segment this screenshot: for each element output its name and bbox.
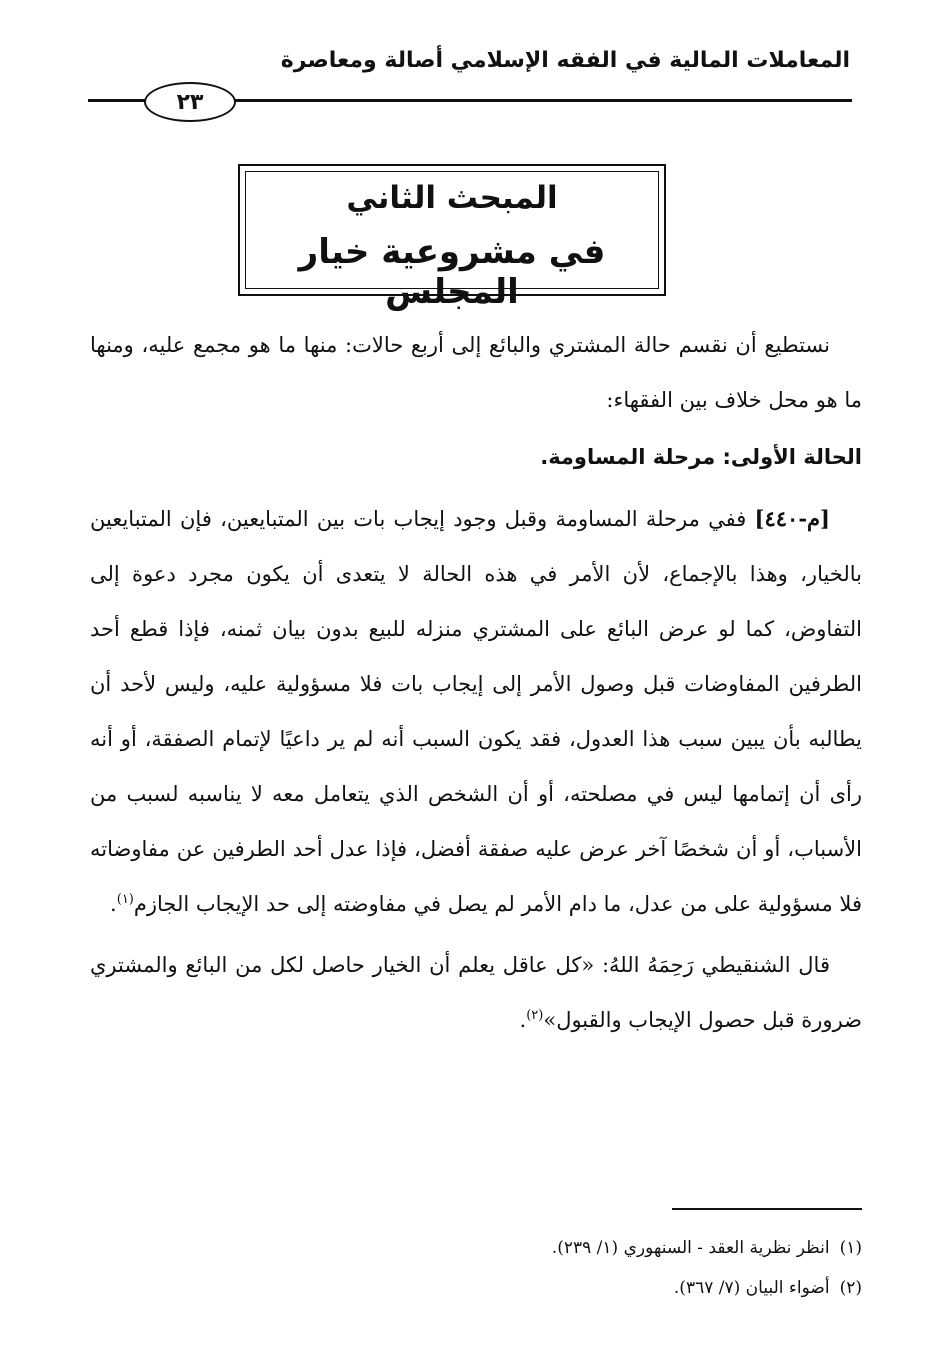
section-title: المبحث الثاني: [346, 180, 558, 216]
page-number: ٢٣: [144, 82, 236, 122]
case1-heading: الحالة الأولى: مرحلة المساومة.: [540, 445, 862, 469]
body-text: [90, 318, 862, 1048]
footnote-number: (٢): [839, 1278, 862, 1298]
running-header-title: المعاملات المالية في الفقه الإسلامي أصالة ومعاصرة: [280, 48, 850, 73]
footnote-text: انظر نظرية العقد - السنهوري (١/ ٢٣٩).: [551, 1238, 830, 1258]
main-paragraph-text: ففي مرحلة المساومة وقبل وجود إيجاب بات بين المتبايعين، فإن المتبايعين بالخيار، وهذا بالإجماع، لأن الأمر في هذه الحالة لا يتعدى أن يكون مجرد دعوة إلى التفاوض، كما لو عرض البائع على المشتري منزله للبيع بدون بيان ثمنه، فإذا قطع أحد الطرفين المفاوضات قبل وصول الأمر إلى إيجاب بات فلا مسؤولية عليه، وليس لأحد أن يطالبه بأن يبين سبب هذا العدول، فقد يكون السبب أنه لم ير داعيًا لإتمام الصفقة، أو أنه رأى أن إتمامها ليس في مصلحته، أو أن الشخص الذي يتعامل معه لا يناسبه لسبب من الأسباب، أو أن شخصًا آخر عرض عليه صفقة أفضل، فإذا عدل أحد الطرفين عن مفاوضاته فلا مسؤولية على من عدل، ما دام الأمر لم يصل في مفاوضته إلى حد الإيجاب الجازم: [90, 507, 862, 916]
issue-reference: [م-٤٤٠]: [754, 506, 830, 531]
quote-end: .: [519, 1008, 527, 1032]
quote-paragraph: [90, 938, 862, 1048]
footnote-marker-1[interactable]: (١): [116, 892, 134, 907]
footnotes: [90, 1228, 862, 1308]
footnote-number: (١): [839, 1238, 862, 1258]
footnote-marker-2[interactable]: (٢): [526, 1008, 544, 1023]
main-paragraph-end: .: [110, 892, 117, 916]
footnote-separator: [672, 1208, 862, 1210]
main-paragraph: [90, 491, 862, 932]
footnote-text: أضواء البيان (٧/ ٣٦٧).: [673, 1278, 830, 1298]
quote-text: قال الشنقيطي رَحِمَهُ اللهُ: «كل عاقل يعلم أن الخيار حاصل لكل من البائع والمشتري ضرورة قبل حصول الإيجاب والقبول»: [90, 953, 862, 1032]
intro-paragraph: نستطيع أن نقسم حالة المشتري والبائع إلى أربع حالات: منها ما هو مجمع عليه، ومنها ما هو محل خلاف بين الفقهاء:: [90, 333, 862, 412]
section-title-box: [238, 164, 666, 312]
footnote-item: [90, 1228, 862, 1268]
footnote-item: [90, 1268, 862, 1308]
section-subtitle: في مشروعية خيار المجلس: [298, 232, 606, 312]
